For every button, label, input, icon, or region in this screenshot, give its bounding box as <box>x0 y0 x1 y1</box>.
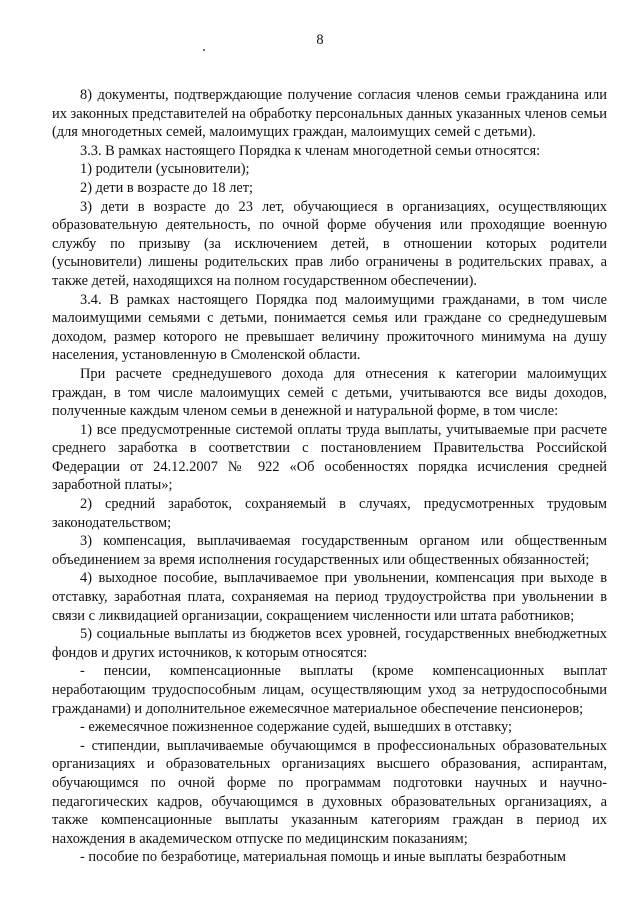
list-item-parents: 1) родители (усыновители); <box>80 161 250 178</box>
list-item-children-under-23: 3) дети в возрасте до 23 лет, обучающиеся в организациях, осуществляющих образовательную деятельность, по очной форме обучения или проходящие военную службу по призыву (за исключением детей, в отношении которых родители (усыновители) лишены родительских прав либо ограничены в родительских правах, а также детей, находящихся на полном государственном обеспечении). <box>52 198 607 289</box>
paragraph-section-3-4: 3.4. В рамках настоящего Порядка под малоимущими гражданами, в том числе малоимущими семьями с детьми, понимается семья или граждане со среднедушевым доходом, размер которого не превышает величину прожиточного минимума на душу населения, установленную в Смоленской области. <box>52 291 607 364</box>
list-item-severance: 4) выходное пособие, выплачиваемое при увольнении, компенсация при выходе в отставку, заработная плата, сохраняемая на период трудоустройства при увольнении в связи с ликвидацией организации, сокращением численности или штата работников; <box>52 570 607 624</box>
page-number: 8 <box>316 32 324 48</box>
paragraph-section-3-3: 3.3. В рамках настоящего Порядка к членам многодетной семьи относятся: <box>80 142 541 159</box>
list-item-unemployment-benefit: - пособие по безработице, материальная помощь и иные выплаты безработным <box>80 849 566 866</box>
paragraph-income-calculation: При расчете среднедушевого дохода для отнесения к категории малоимущих граждан, в том числе малоимущих семей с детьми, учитываются все виды доходов, полученные каждым членом семьи в денежной и натуральной форме, в том числе: <box>52 365 607 420</box>
document-body <box>52 86 607 867</box>
scan-speck <box>203 49 205 51</box>
list-item-children-under-18: 2) дети в возрасте до 18 лет; <box>80 179 254 196</box>
list-item-social-payments: 5) социальные выплаты из бюджетов всех уровней, государственных внебюджетных фондов и других источников, к которым относятся: <box>52 626 607 661</box>
list-item-average-earnings: 2) средний заработок, сохраняемый в случаях, предусмотренных трудовым законодательством; <box>52 496 607 531</box>
list-item-compensation: 3) компенсация, выплачиваемая государственным органом или общественным объединением за время исполнения государственных или общественных обязанностей; <box>52 533 607 568</box>
list-item-stipends: - стипендии, выплачиваемые обучающимся в профессиональных образовательных организациях и образовательных организациях высшего образования, аспирантам, обучающимся по очной форме по программам подготовки научных и научно-педагогических кадров, обучающимся в духовных образовательных организациях, а также компенсационные выплаты указанным категориям граждан в период их нахождения в академическом отпуске по медицинским показаниям; <box>52 737 607 847</box>
list-item-wage-payments: 1) все предусмотренные системой оплаты труда выплаты, учитываемые при расчете среднего заработка в соответствии с постановлением Правительства Российской Федерации от 24.12.2007 № 922 «Об особенностях порядка исчисления средней заработной платы»; <box>52 421 607 494</box>
paragraph-documents-consent: 8) документы, подтверждающие получение согласия членов семьи гражданина или их законных представителей на обработку персональных данных указанных членов семьи (для многодетных семей, малоимущих граждан, малоимущих семей с детьми). <box>52 87 607 141</box>
list-item-pensions: - пенсии, компенсационные выплаты (кроме компенсационных выплат неработающим трудоспособным лицам, осуществляющим уход за нетрудоспособными гражданами) и дополнительное ежемесячное материальное обеспечение пенсионеров; <box>52 663 607 717</box>
list-item-judges-allowance: - ежемесячное пожизненное содержание судей, вышедших в отставку; <box>80 719 512 736</box>
